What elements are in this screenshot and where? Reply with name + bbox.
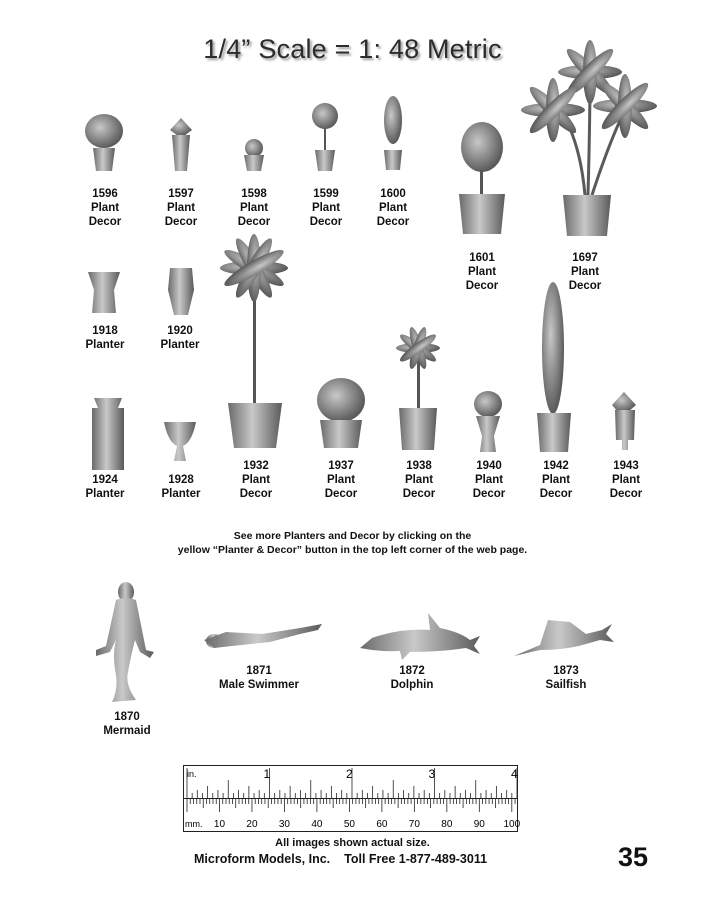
planter-decor-note-line2: yellow “Planter & Decor” button in the top left corner of the web page. [177,544,528,556]
caption-1942: 1942 Plant Decor [539,460,573,500]
item-1599-figure [312,103,338,171]
caption-1598: 1598 Plant Decor [237,188,271,228]
item-1871-figure [204,624,322,648]
mm-label: 50 [343,819,355,830]
item-1920-figure [168,268,194,315]
caption-1918: 1918 Planter [85,325,125,351]
inch-label: 4 [511,767,518,781]
item-1928-figure [164,422,196,461]
mm-label: 100 [503,819,521,830]
caption-1937: 1937 Plant Decor [324,460,358,500]
item-1932-figure [220,234,288,448]
item-1596-figure [85,114,123,171]
planter-decor-note-line1: See more Planters and Decor by clicking on the [233,530,472,542]
actual-size-note: All images shown actual size. [275,837,430,849]
measurement-ruler [183,765,521,832]
item-1943-figure [612,392,636,450]
mm-label: 70 [408,819,420,830]
caption-1938: 1938 Plant Decor [402,460,436,500]
mm-label: 90 [473,819,485,830]
caption-1872: 1872 Dolphin [390,665,434,691]
item-1872-figure [360,613,480,660]
footer-contact [194,852,487,866]
caption-1928: 1928 Planter [161,474,201,500]
caption-1940: 1940 Plant Decor [472,460,506,500]
mm-label: 10 [213,819,226,830]
caption-1932: 1932 Plant Decor [239,460,273,500]
page-number: 35 [618,842,649,872]
caption-1599: 1599 Plant Decor [309,188,343,228]
item-1873-figure [514,620,614,656]
mm-label: 40 [311,819,323,830]
page-title: 1/4” Scale = 1: 48 Metric [203,34,502,64]
caption-1871: 1871 Male Swimmer [219,665,299,691]
item-1938-figure [396,326,440,450]
caption-1870: 1870 Mermaid [103,711,151,737]
item-1940-figure [474,391,502,452]
caption-1924: 1924 Planter [85,474,125,500]
footer-phone: Toll Free 1-877-489-3011 [344,852,488,866]
item-1870-figure [96,582,154,702]
inch-label: 2 [346,767,353,781]
item-1918-figure [88,272,120,313]
inch-unit-label: in. [187,769,197,779]
footer-company: Microform Models, Inc. [194,852,331,866]
caption-1596: 1596 Plant Decor [88,188,122,228]
inch-label: 3 [428,767,436,781]
mm-unit-label: mm. [185,819,203,829]
item-1942-figure [537,282,571,452]
inch-label: 1 [263,767,271,781]
caption-1600: 1600 Plant Decor [376,188,410,228]
caption-1597: 1597 Plant Decor [164,188,198,228]
item-1937-figure [317,378,365,448]
caption-1943: 1943 Plant Decor [609,460,643,500]
item-1600-figure [384,96,402,170]
item-1601-figure [459,122,505,234]
mm-label: 30 [278,819,291,830]
caption-1601: 1601 Plant Decor [465,252,499,292]
mm-label: 20 [246,819,258,830]
mm-label: 60 [376,819,388,830]
item-1597-figure [170,118,192,171]
item-1924-figure [92,398,124,470]
caption-1920: 1920 Planter [160,325,200,351]
mm-label: 80 [441,819,453,830]
caption-1873: 1873 Sailfish [545,665,587,691]
item-1598-figure [244,139,264,171]
caption-1697: 1697 Plant Decor [568,252,602,292]
